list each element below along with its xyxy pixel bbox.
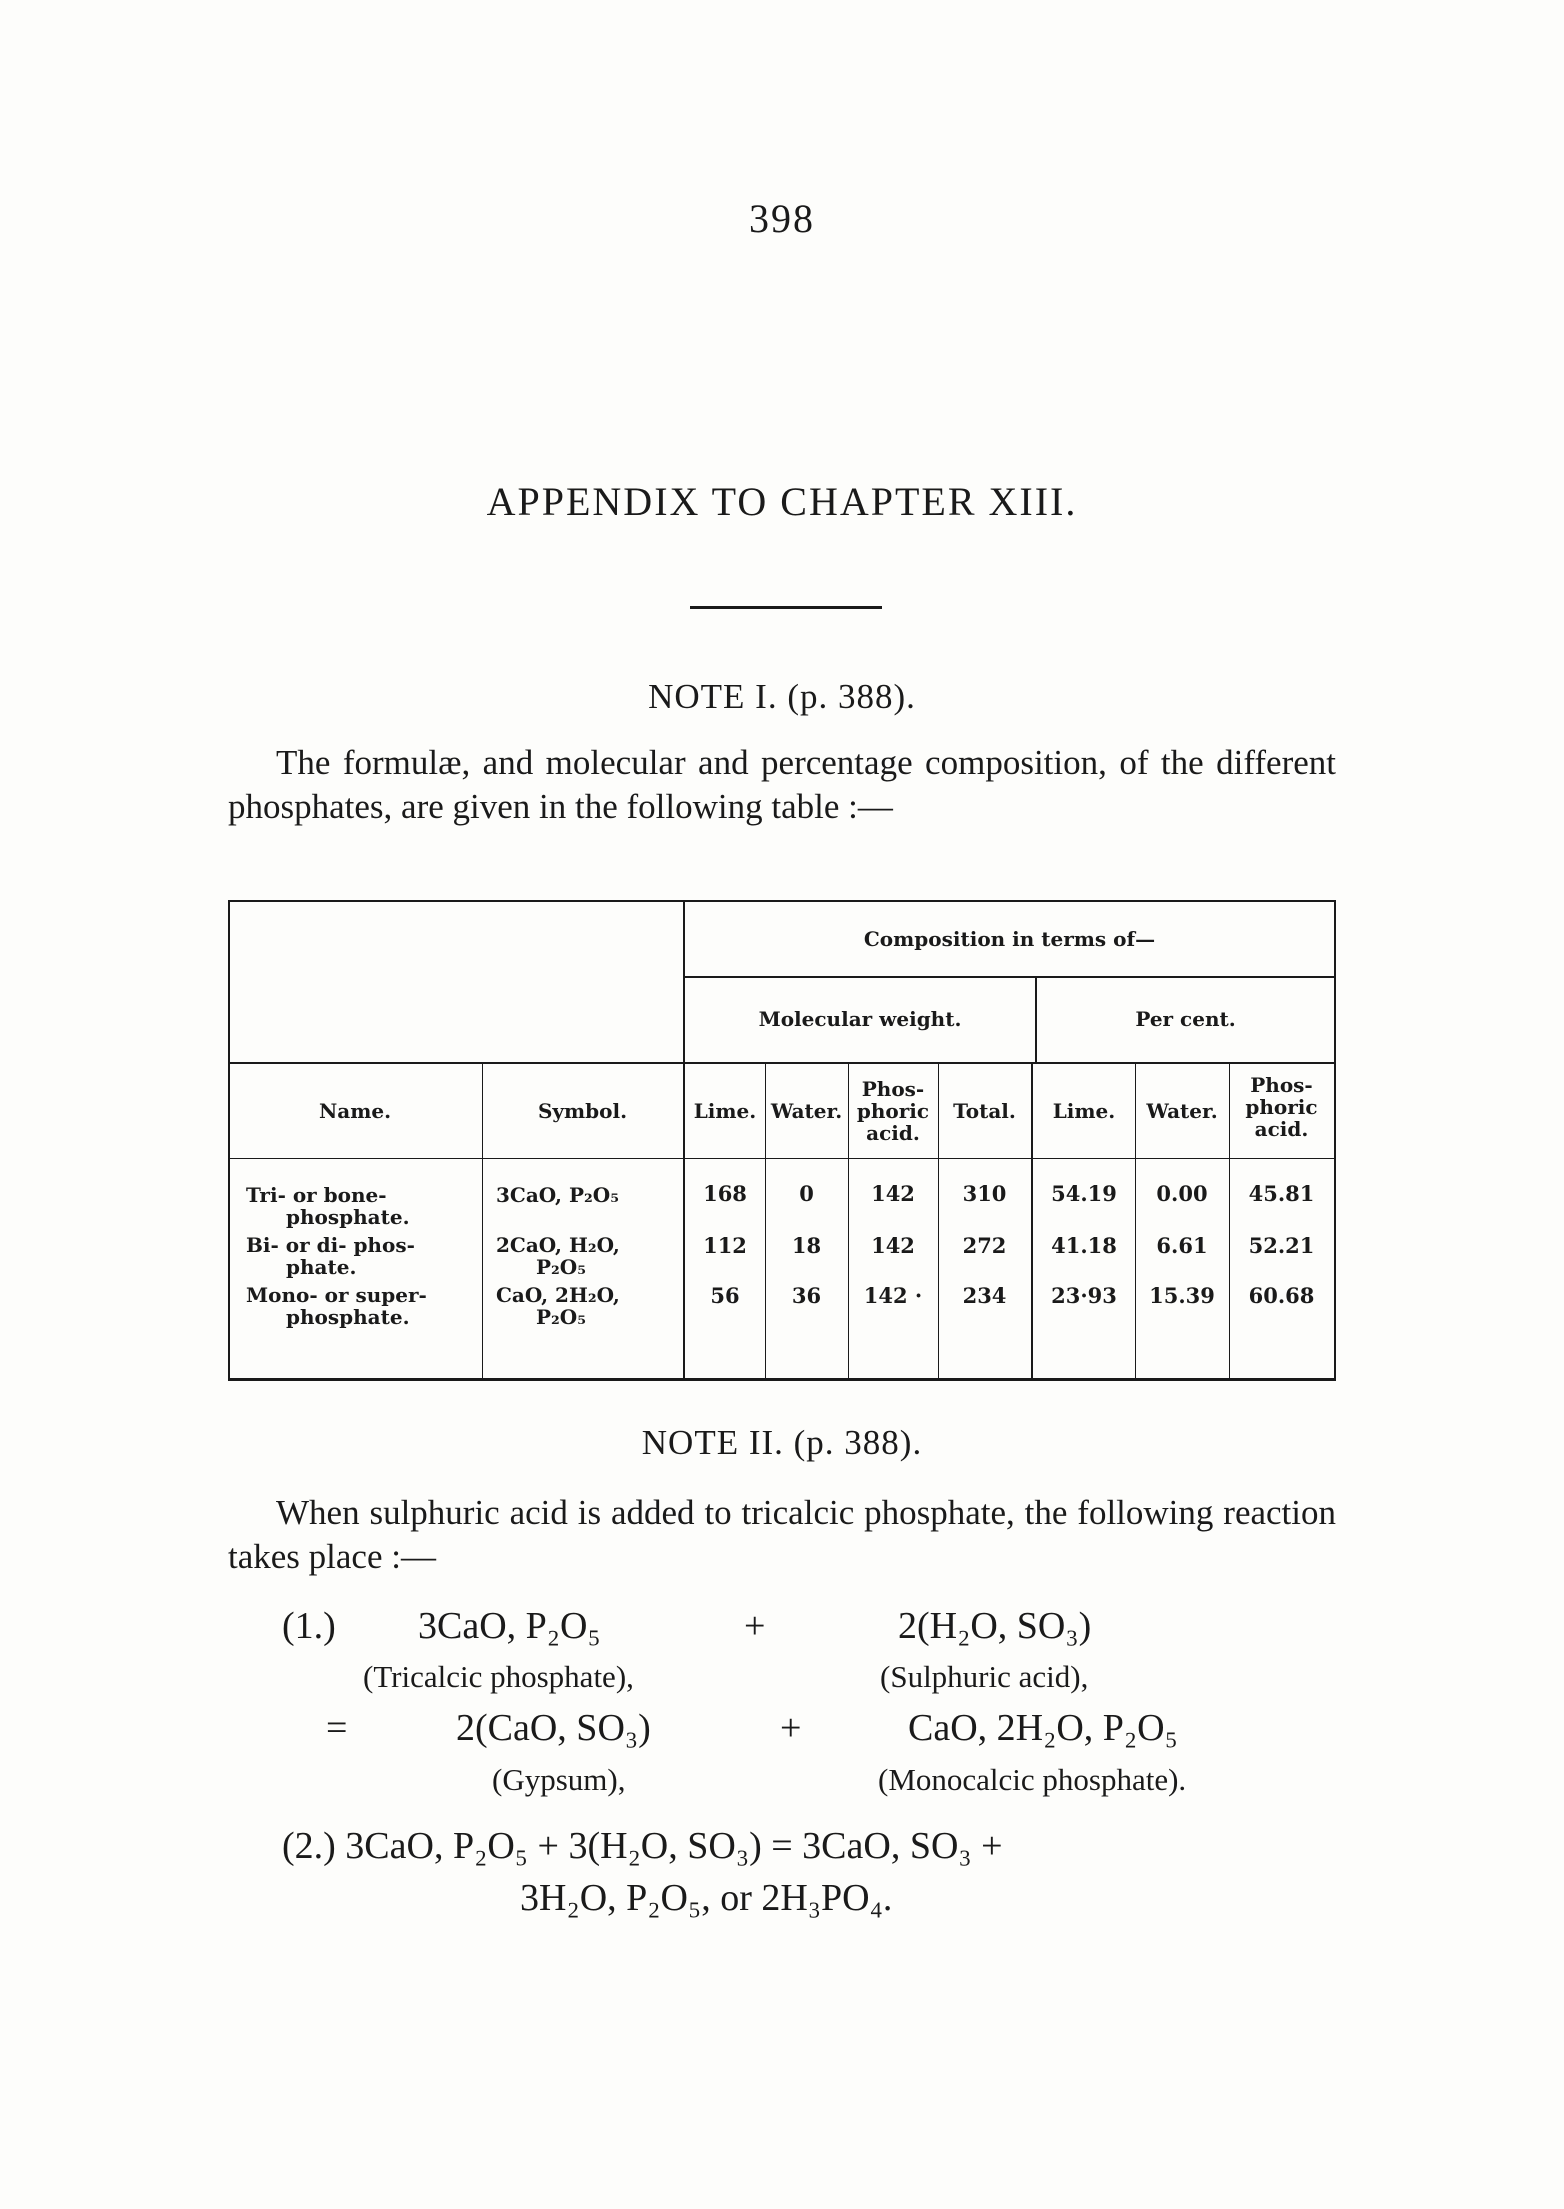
row-symbol: [496, 1284, 683, 1328]
row-symbol-line: P₂O₅: [536, 1305, 586, 1329]
table-rule: [228, 1062, 1334, 1064]
row-name-line: phate.: [286, 1255, 357, 1279]
col-header-total: Total.: [953, 1099, 1016, 1123]
cell-total: 310: [962, 1181, 1007, 1206]
row-symbol: [496, 1234, 683, 1278]
col-header-lime: Lime.: [693, 1099, 757, 1123]
col-header-name: Name.: [318, 1099, 392, 1123]
col-header-symbol: Symbol.: [537, 1099, 628, 1123]
phos-line: phoric: [1245, 1095, 1318, 1119]
cell-water: 18: [791, 1233, 822, 1258]
header-per-cent: Per cent.: [1135, 1007, 1236, 1031]
col-header-water-pc: Water.: [1146, 1099, 1218, 1123]
row-name: [246, 1184, 482, 1228]
equation2-line2: 3H₂O, P₂O₅, or 2H₃PO₄.: [520, 1877, 893, 1919]
note1-paragraph: [228, 741, 1336, 829]
equation1-product1: 2(CaO, SO₃): [456, 1707, 651, 1749]
cell-water-pc: 15.39: [1149, 1283, 1215, 1308]
cell-phosphoric-acid-pc: 52.21: [1248, 1233, 1315, 1258]
table-rule: [228, 1158, 1334, 1159]
table-top-rule: [228, 900, 1336, 902]
row-name-line: phosphate.: [286, 1205, 410, 1229]
col-header-phosphoric-acid-pc: [1229, 1074, 1334, 1140]
note1-text: The formulæ, and molecular and percentage composition, of the different phosphates, are given in the following table :—: [228, 743, 1336, 826]
note2-heading: NOTE II. (p. 388).: [641, 1423, 923, 1462]
table-rule: [1238, 1158, 1324, 1159]
col-header-water: Water.: [770, 1099, 843, 1123]
cell-lime: 168: [703, 1181, 747, 1206]
row-name: [246, 1284, 482, 1328]
table-left-rule: [228, 900, 230, 1380]
equation1-equals: =: [326, 1707, 348, 1749]
phosphate-table: [228, 900, 1336, 1380]
note1-heading: NOTE I. (p. 388).: [648, 677, 916, 716]
equation1-product2-label: (Monocalcic phosphate).: [878, 1762, 1187, 1797]
row-name: [246, 1234, 482, 1278]
row-symbol: [496, 1184, 683, 1206]
phos-line: acid.: [866, 1121, 920, 1145]
chapter-heading: APPENDIX TO CHAPTER XIII.: [486, 479, 1078, 524]
row-name-line: phosphate.: [286, 1305, 410, 1329]
heading-rule: [690, 606, 882, 609]
header-composition: Composition in terms of—: [863, 927, 1156, 951]
phos-line: phoric: [856, 1099, 930, 1123]
row-symbol-line: CaO, 2H₂O,: [496, 1283, 620, 1307]
cell-total: 272: [962, 1233, 1007, 1258]
phos-line: acid.: [1254, 1117, 1309, 1141]
equation1-product2: CaO, 2H₂O, P₂O₅: [908, 1707, 1178, 1749]
equation2-line1: (2.) 3CaO, P₂O₅ + 3(H₂O, SO₃) = 3CaO, SO₃ +: [282, 1825, 1003, 1867]
cell-lime-pc: 23·93: [1051, 1283, 1117, 1308]
page-number: 398: [749, 196, 815, 241]
cell-lime: 112: [703, 1233, 747, 1258]
equation1-number: (1.): [282, 1605, 336, 1647]
cell-water: 36: [791, 1283, 822, 1308]
equation1-reactant2: 2(H₂O, SO₃): [898, 1605, 1092, 1647]
cell-total: 234: [962, 1283, 1007, 1308]
table-rule: [683, 976, 1334, 978]
equation1-product1-label: (Gypsum),: [492, 1762, 626, 1797]
row-symbol-line: 2CaO, H₂O,: [496, 1233, 620, 1257]
row-name-line: Tri- or bone-: [246, 1183, 387, 1207]
cell-water-pc: 0.00: [1156, 1181, 1208, 1206]
phos-line: Phos-: [1250, 1073, 1313, 1097]
cell-phosphoric-acid: 142: [871, 1233, 915, 1258]
row-name-line: Bi- or di- phos-: [246, 1233, 415, 1257]
phos-line: Phos-: [861, 1077, 925, 1101]
col-header-lime-pc: Lime.: [1052, 1099, 1116, 1123]
note2-text: When sulphuric acid is added to tricalcic phosphate, the following reaction takes place :—: [228, 1493, 1336, 1576]
equation1-reactant1-label: (Tricalcic phosphate),: [363, 1659, 634, 1694]
table-rule: [683, 900, 685, 1380]
cell-water: 0: [799, 1181, 814, 1206]
header-molecular-weight: Molecular weight.: [758, 1007, 962, 1031]
cell-water-pc: 6.61: [1156, 1233, 1208, 1258]
cell-phosphoric-acid: 142 ·: [863, 1283, 923, 1308]
cell-lime-pc: 54.19: [1051, 1181, 1117, 1206]
table-right-rule: [1334, 900, 1336, 1380]
cell-phosphoric-acid-pc: 45.81: [1248, 1181, 1315, 1206]
equation1-reactant2-label: (Sulphuric acid),: [880, 1659, 1089, 1694]
row-symbol-line: 3CaO, P₂O₅: [496, 1183, 619, 1207]
cell-lime-pc: 41.18: [1051, 1233, 1117, 1258]
equation1-reactant1: 3CaO, P₂O₅: [418, 1605, 601, 1647]
table-bottom-rule: [228, 1378, 1336, 1381]
cell-phosphoric-acid-pc: 60.68: [1248, 1283, 1315, 1308]
row-symbol-line: P₂O₅: [536, 1255, 586, 1279]
equation1-plus2: +: [780, 1707, 802, 1749]
cell-lime: 56: [710, 1283, 740, 1308]
note2-paragraph: [228, 1491, 1336, 1579]
col-header-phosphoric-acid: [848, 1078, 938, 1144]
row-name-line: Mono- or super-: [246, 1283, 427, 1307]
cell-phosphoric-acid: 142: [871, 1181, 915, 1206]
equation1-plus: +: [744, 1605, 766, 1647]
